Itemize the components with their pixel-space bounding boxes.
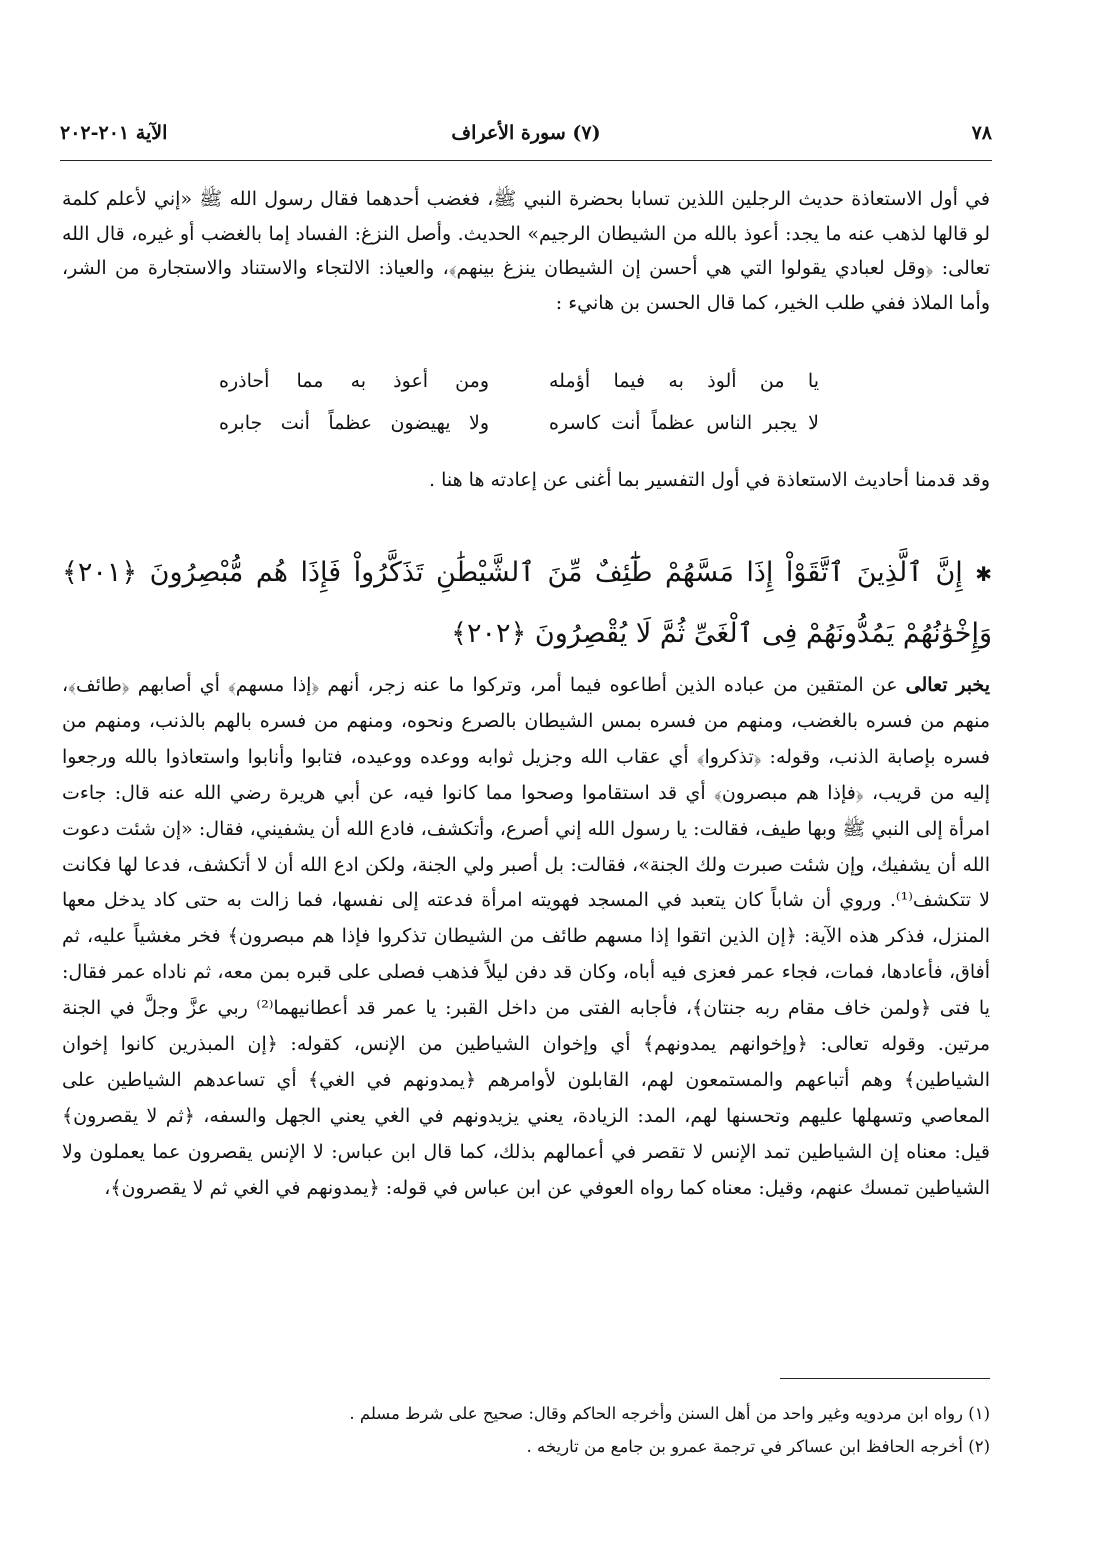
footnote-divider (780, 1378, 990, 1379)
poem-hemistich-left: ومن أعوذ به مما أحاذره (219, 370, 489, 392)
paragraph-istiadha: في أول الاستعاذة حديث الرجلين اللذين تسابا بحضرة النبي ﷺ، فغضب أحدهما فقال رسول الله ﷺ «إني لأعلم كلمة لو قالها لذهب عنه ما يجد: أعوذ بالله من الشيطان الرجيم» الحديث. وأصل النزغ: الفساد إما بالغضب أو غيره، قال الله تعالى: ﴿وقل لعبادي يقولوا التي هي أحسن إن الشيطان ينزغ بينهم﴾، والعياذ: الالتجاء والاستناد والاستجارة من الشر، وأما الملاذ ففي طلب الخير، كما قال الحسن بن هانيء : (62, 188, 990, 314)
quran-verse-text: إِنَّ ٱلَّذِينَ ٱتَّقَوْاْ إِذَا مَسَّهُمْ طَٰٓئِفٌ مِّنَ ٱلشَّيْطَٰنِ تَذَكَّرُواْ فَإِذَا هُم مُّبْصِرُونَ ﴿٢٠١﴾ وَإِخْوَٰنُهُمْ يَمُدُّونَهُمْ فِى ٱلْغَىِّ ثُمَّ لَا يُقْصِرُونَ ﴿٢٠٢﴾ (62, 557, 992, 649)
poem-hemistich-right: لا يجبر الناس عظماً أنت كاسره (549, 412, 819, 434)
ayah-range: الآية ٢٠١-٢٠٢ (60, 122, 168, 144)
page-number: ٧٨ (971, 122, 992, 144)
poem-hemistich-right: يا من ألوذ به فيما أؤمله (549, 370, 819, 392)
poem-line-2 (219, 412, 819, 434)
paragraph-note: وقد قدمنا أحاديث الاستعاذة في أول التفسير بما أغنى عن إعادته ها هنا . (429, 469, 990, 491)
star-icon: ✱ (975, 562, 992, 586)
poem-line-1 (219, 370, 819, 392)
poem-hemistich-left: ولا يهيضون عظماً أنت جابره (219, 412, 489, 434)
tafsir-paragraph (62, 668, 990, 1207)
footnote-2: (٢) أخرجه الحافظ ابن عساكر في ترجمة عمرو بن جامع من تاريخه . (526, 1437, 990, 1456)
tafsir-body: عن المتقين من عباده الذين أطاعوه فيما أمر، وتركوا ما عنه زجر، أنهم ﴿إذا مسهم﴾ أي أصابهم ﴿طائف﴾، منهم من فسره بالغضب، ومنهم من فسره بمس الشيطان بالصرع ونحوه، ومنهم من فسره بالهم بالذنب، ومنهم من فسره بإصابة الذنب، وقوله: ﴿تذكروا﴾ أي عقاب الله وجزيل ثوابه ووعده ووعيده، فتابوا وأنابوا واستعاذوا بالله ورجعوا إليه من قريب، ﴿فإذا هم مبصرون﴾ أي قد استقاموا وصحوا مما كانوا فيه، عن أبي هريرة رضي الله عنه قال: جاءت امرأة إلى النبي ﷺ وبها طيف، فقالت: يا رسول الله إني أصرع، وأتكشف، فادع الله أن يشفيني، فقال: «إن شئت دعوت الله أن يشفيك، وإن شئت صبرت ولك الجنة»، فقالت: بل أصبر ولي الجنة، ولكن ادع الله أن لا أتكشف، فدعا لها فكانت لا تتكشف⁽¹⁾. وروي أن شاباً كان يتعبد في المسجد فهويته امرأة فدعته إلى نفسها، فما زالت به حتى كاد يدخل معها المنزل، فذكر هذه الآية: ﴿إن الذين اتقوا إذا مسهم طائف من الشيطان تذكروا فإذا هم مبصرون﴾ فخر مغشياً عليه، ثم أفاق، فأعادها، فمات، فجاء عمر فعزى فيه أباه، وكان قد دفن ليلاً فذهب فصلى على قبره بمن معه، ثم ناداه عمر فقال: يا فتى ﴿ولمن خاف مقام ربه جنتان﴾، فأجابه الفتى من داخل القبر: يا عمر قد أعطانيهما⁽²⁾ ربي عزَّ وجلَّ في الجنة مرتين. وقوله تعالى: ﴿وإخوانهم يمدونهم﴾ أي وإخوان الشياطين من الإنس، كقوله: ﴿إن المبذرين كانوا إخوان الشياطين﴾ وهم أتباعهم والمستمعون لهم، القابلون لأوامرهم ﴿يمدونهم في الغي﴾ أي تساعدهم الشياطين على المعاصي وتسهلها عليهم وتحسنها لهم، المد: الزيادة، يعني يزيدونهم في الغي يعني الجهل والسفه، ﴿ثم لا يقصرون﴾ قيل: معناه إن الشياطين تمد الإنس لا تقصر في أعمالهم بذلك، كما قال ابن عباس: لا الإنس يقصرون عما يعملون ولا الشياطين تمسك عنهم، وقيل: معناه كما رواه العوفي عن ابن عباس في قوله: ﴿يمدونهم في الغي ثم لا يقصرون﴾، (62, 674, 990, 1199)
surah-title: (٧) سورة الأعراف (451, 122, 601, 144)
quran-verse-block (62, 543, 992, 664)
header-divider (60, 160, 992, 161)
page-header (60, 122, 992, 152)
footnote-1: (١) رواه ابن مردويه وغير واحد من أهل السنن وأخرجه الحاكم وقال: صحيح على شرط مسلم . (349, 1404, 990, 1423)
tafsir-lead: يخبر تعالى (905, 674, 990, 696)
